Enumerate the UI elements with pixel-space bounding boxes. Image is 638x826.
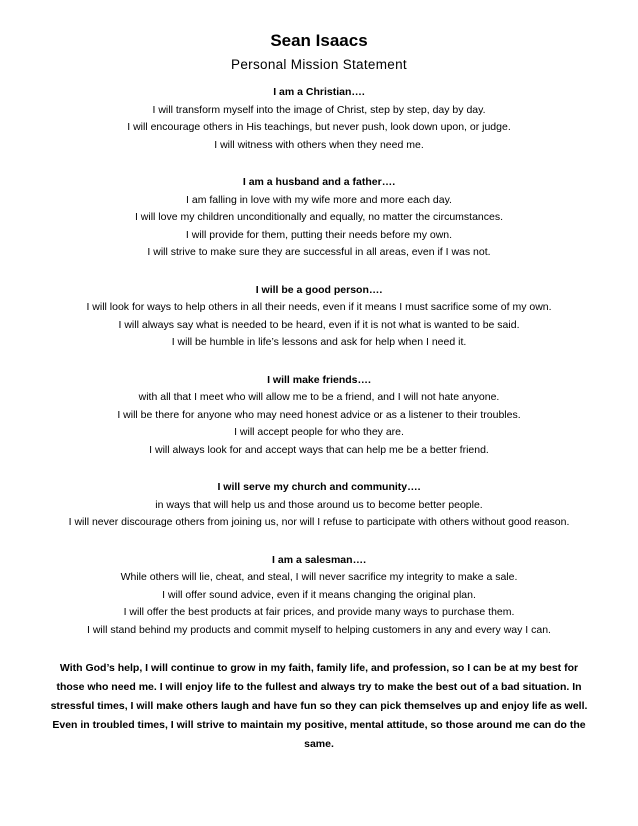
section-line: I will always look for and accept ways that can help me be a better friend. xyxy=(149,443,489,456)
closing-statement: With God’s help, I will continue to grow in my faith, family life, and profession, so I can be at my best for those who need me. I will enjoy life to the fullest and always try to make the best out of a bad situation. In stressful times, I will make others laugh and have fun so they can pick themselves up and enjoy life as well. Even in troubled times, I will strive to maintain my positive, mental attitude, so those around me can do the same. xyxy=(50,662,588,750)
section-line: While others will lie, cheat, and steal, I will never sacrifice my integrity to make a sale. xyxy=(120,571,518,583)
section-line: I will offer the best products at fair prices, and provide many ways to purchase them. xyxy=(123,606,515,618)
section-line: I am falling in love with my wife more and more each day. xyxy=(186,193,452,206)
section-heading: I will be a good person…. xyxy=(255,283,383,296)
section-heading: I will make friends…. xyxy=(267,373,371,386)
section-line: I will accept people for who they are. xyxy=(234,426,404,438)
section-friends xyxy=(49,372,589,460)
section-line: I will never discourage others from joining us, nor will I refuse to participate with others without good reason. xyxy=(68,516,570,528)
section-church-community xyxy=(49,479,589,532)
section-heading: I am a Christian…. xyxy=(273,86,365,98)
section-line: I will be there for anyone who may need honest advice or as a listener to their troubles. xyxy=(117,408,521,421)
section-husband-father xyxy=(49,174,589,262)
document-subtitle: Personal Mission Statement xyxy=(231,57,407,72)
section-line: I will be humble in life’s lessons and ask for help when I need it. xyxy=(171,336,467,348)
section-heading: I will serve my church and community…. xyxy=(217,481,421,493)
section-line: I will witness with others when they need me. xyxy=(214,138,424,151)
section-salesman xyxy=(49,552,589,640)
section-heading: I am a salesman…. xyxy=(272,553,366,566)
section-line: in ways that will help us and those around us to become better people. xyxy=(155,498,483,511)
section-line: I will always say what is needed to be heard, even if it is not what is wanted to be said. xyxy=(118,318,520,331)
section-line: I will provide for them, putting their needs before my own. xyxy=(185,228,453,241)
section-good-person xyxy=(49,282,589,352)
section-line: I will love my children unconditionally and equally, no matter the circumstances. xyxy=(134,211,504,223)
section-line: I will offer sound advice, even if it means changing the original plan. xyxy=(162,588,476,601)
section-line: I will strive to make sure they are successful in all areas, even if I was not. xyxy=(147,246,491,258)
author-name: Sean Isaacs xyxy=(270,31,368,50)
section-line: with all that I meet who will allow me to be a friend, and I will not hate anyone. xyxy=(138,391,500,403)
section-line: I will stand behind my products and commit myself to helping customers in any and every way I can. xyxy=(87,623,551,636)
section-heading: I am a husband and a father…. xyxy=(242,176,396,188)
section-christian xyxy=(49,84,589,154)
section-line: I will look for ways to help others in all their needs, even if it means I must sacrifice some of my own. xyxy=(86,301,552,313)
section-line: I will encourage others in His teachings, but never push, look down upon, or judge. xyxy=(127,121,511,133)
section-line: I will transform myself into the image of Christ, step by step, day by day. xyxy=(152,103,486,116)
